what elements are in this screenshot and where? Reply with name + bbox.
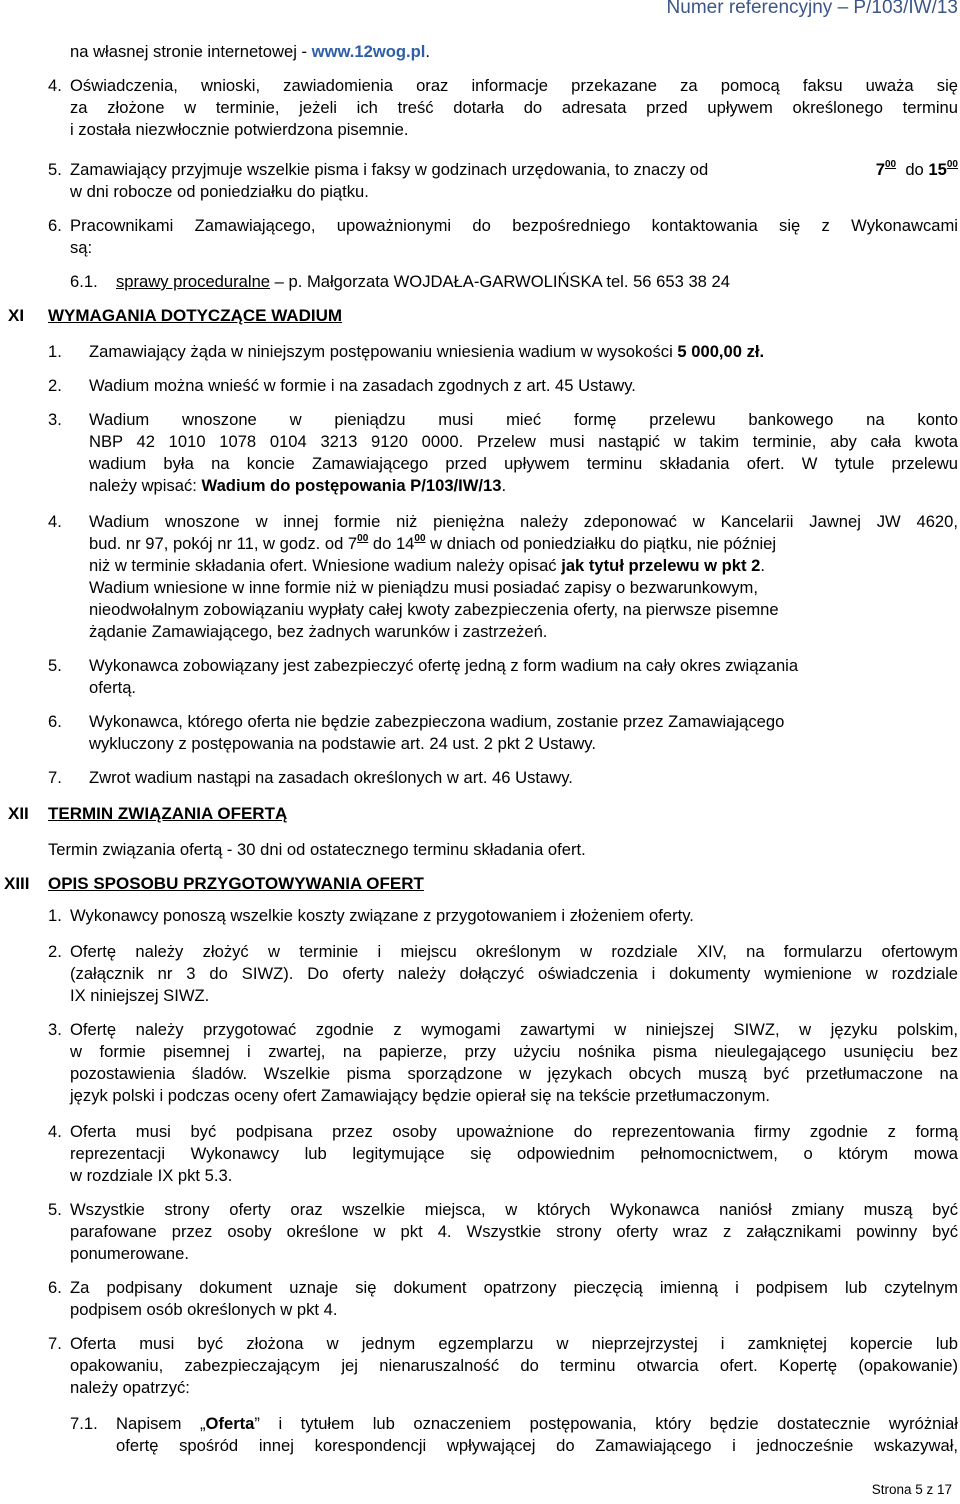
offer-line: Oferta musi być podpisana przez osoby upoważnione do reprezentowania firmy zgodnie z formą — [70, 1122, 958, 1141]
item-number: 6. — [48, 712, 62, 731]
wadium-line: Wadium wniesione w inne formie niż w pieniądzu musi posiadać zapisy o bezwarunkowym, — [89, 578, 758, 597]
offer-line: język polski i podczas oceny ofert Zamawiający będzie opierał się na tekście przetłumaczonym. — [70, 1086, 771, 1105]
wadium-line: Wykonawca, którego oferta nie będzie zabezpieczona wadium, zostanie przez Zamawiającego — [89, 712, 785, 731]
wadium-form-line: Wadium można wnieść w formie i na zasadach zgodnych z art. 45 Ustawy. — [89, 376, 636, 395]
wadium-line: należy wpisać: Wadium do postępowania P/103/IW/13. — [89, 476, 507, 495]
offer-line: (załącznik nr 3 do SIWZ). Do oferty należy dołączyć oświadczenia i dokumenty wymienione w rozdziale — [70, 964, 958, 983]
section-number: XII — [8, 804, 29, 823]
item-number: 2. — [48, 376, 62, 395]
item-number: 5. — [48, 1200, 62, 1219]
wadium-line: żądanie Zamawiającego, bez żadnych warunków i zastrzeżeń. — [89, 622, 548, 641]
offer-line: w rozdziale IX pkt 5.3. — [70, 1166, 233, 1185]
p5-text: Zamawiający przyjmuje wszelkie pisma i faksy w godzinach urzędowania, to znaczy od — [70, 160, 709, 179]
p5-hours: $7^{00}$ do $15^{00}$ — [875, 159, 958, 179]
offer-line: Wszystkie strony oferty oraz wszelkie miejsca, w których Wykonawca naniósł zmiany muszą być — [70, 1200, 958, 1219]
item-number: 6. — [48, 216, 62, 235]
sub-item-number: 7.1. — [70, 1414, 98, 1433]
section-title: TERMIN ZWIĄZANIA OFERTĄ — [48, 804, 288, 823]
p5-line: w dni robocze od poniedziałku do piątku. — [70, 182, 369, 201]
offer-line: IX niniejszej SIWZ. — [70, 986, 210, 1005]
page-number: Strona 5 z 17 — [871, 1482, 952, 1497]
item-number: 1. — [48, 906, 62, 925]
contact-person: – p. Małgorzata WOJDAŁA-GARWOLIŃSKA tel. 56 653 38 24 — [270, 272, 730, 291]
offer-line: ofertę spośród innej korespondencji wpływającej do Zamawiającego i jednocześnie wskazywał, — [116, 1436, 958, 1455]
wadium-amount: 5 000,00 zł. — [677, 342, 765, 361]
item-number: 4. — [48, 76, 62, 95]
wadium-line: wadium była na koncie Zamawiającego przed upływem terminu składania ofert. W tytule przelewu — [89, 454, 958, 473]
wadium-line: NBP 42 1010 1078 0104 3213 9120 0000. Przelew musi nastąpić w takim terminie, aby cała kwota — [89, 432, 958, 451]
item-number: 1. — [48, 342, 62, 361]
section-number: XIII — [4, 874, 30, 893]
item-number: 5. — [48, 656, 62, 675]
item-number: 3. — [48, 1020, 62, 1039]
item-number: 6. — [48, 1278, 62, 1297]
section-title: WYMAGANIA DOTYCZĄCE WADIUM — [48, 306, 343, 325]
wadium-line: Wadium wnoszone w innej formie niż pieniężna należy zdeponować w Kancelarii Jawnej JW 4620, — [89, 512, 958, 531]
item-number: 4. — [48, 1122, 62, 1141]
item-number: 5. — [48, 160, 62, 179]
website-link[interactable]: www.12wog.pl — [311, 42, 426, 61]
proc-label: sprawy proceduralne — [116, 272, 271, 291]
p6-sub-number: 6.1. — [70, 272, 98, 291]
p4-line: za złożone w terminie, jeżeli ich treść dotarła do adresata przed upływem określonego terminu — [70, 98, 958, 117]
intro-text: na własnej stronie internetowej - — [70, 42, 312, 61]
wadium-line: wykluczony z postępowania na podstawie art. 24 ust. 2 pkt 2 Ustawy. — [89, 734, 596, 753]
p6-line: Pracownikami Zamawiającego, upoważnionymi do bezpośredniego kontaktowania się z Wykonawcami — [70, 216, 958, 235]
item-number: 4. — [48, 512, 62, 531]
p6-line: są: — [70, 238, 93, 257]
binding-period-text: Termin związania ofertą - 30 dni od ostatecznego terminu składania ofert. — [48, 840, 586, 859]
wadium-line: niż w terminie składania ofert. Wniesione wadium należy opisać jak tytuł przelewu w pkt 2. — [89, 556, 766, 575]
item-number: 7. — [48, 1334, 62, 1353]
intro-suffix: . — [425, 42, 430, 61]
item-number: 3. — [48, 410, 62, 429]
offer-line: ponumerowane. — [70, 1244, 190, 1263]
p5-line — [70, 160, 958, 180]
transfer-title: Wadium do postępowania P/103/IW/13 — [201, 476, 502, 495]
p6-sub-line — [116, 272, 730, 292]
p4-line: i została niezwłocznie potwierdzona pisemnie. — [70, 120, 409, 139]
offer-line: w formie pisemnej i zwartej, na papierze, przy użyciu nośnika pisma nieulegającego usunięciu bez — [70, 1042, 958, 1061]
wadium-line: Zwrot wadium nastąpi na zasadach określonych w art. 46 Ustawy. — [89, 768, 573, 787]
offer-line: podpisem osób określonych w pkt 4. — [70, 1300, 338, 1319]
offer-line: reprezentacji Wykonawcy lub legitymujące się odpowiednim pełnomocnictwem, o którym mowa — [70, 1144, 958, 1163]
reference-number: Numer referencyjny – P/103/IW/13 — [666, 0, 958, 18]
wadium-line: ofertą. — [89, 678, 137, 697]
wadium-line: Wadium wnoszone w pieniądzu musi mieć formę przelewu bankowego na konto — [89, 410, 958, 429]
offer-line: opakowaniu, zabezpieczającym jej nienaruszalność do terminu otwarcia ofert. Kopertę (opakowanie) — [70, 1356, 958, 1375]
offer-line: Napisem „Oferta” i tytułem lub oznaczeniem postępowania, który będzie dostatecznie wyróżniał — [116, 1414, 958, 1433]
p4-line: Oświadczenia, wnioski, zawiadomienia oraz informacje przekazane za pomocą faksu uważa się — [70, 76, 958, 95]
offer-line: Wykonawcy ponoszą wszelkie koszty związane z przygotowaniem i złożeniem oferty. — [70, 906, 694, 925]
intro-line — [70, 42, 430, 62]
item-number: 2. — [48, 942, 62, 961]
section-number: XI — [8, 306, 25, 325]
offer-line: Za podpisany dokument uznaje się dokument opatrzony pieczęcią imienną i podpisem lub czytelnym — [70, 1278, 958, 1297]
item-number: 7. — [48, 768, 62, 787]
offer-line: Oferta musi być złożona w jednym egzemplarzu w nieprzejrzystej i zamkniętej kopercie lub — [70, 1334, 958, 1353]
offer-line: pozostawienia śladów. Wszelkie pisma sporządzone w językach obcych muszą być przetłumaczone na — [70, 1064, 958, 1083]
wadium-line: bud. nr 97, pokój nr 11, w godz. od $7^{00}$ do $14^{00}$ w dniach od poniedziałku do piątku, nie później — [89, 533, 777, 553]
offer-line: Ofertę należy złożyć w terminie i miejscu określonym w rozdziale XIV, na formularzu ofertowym — [70, 942, 958, 961]
offer-line: Ofertę należy przygotować zgodnie z wymogami zawartymi w niniejszej SIWZ, w języku polskim, — [70, 1020, 958, 1039]
section-title: OPIS SPOSOBU PRZYGOTOWYWANIA OFERT — [48, 874, 424, 893]
wadium-line: Wykonawca zobowiązany jest zabezpieczyć ofertę jedną z form wadium na cały okres związania — [89, 656, 799, 675]
wadium-line: nieodwołalnym zobowiązaniu wypłaty całej kwoty zabezpieczenia oferty, na pierwsze pisemne — [89, 600, 779, 619]
offer-line: należy opatrzyć: — [70, 1378, 190, 1397]
wadium-amount-line: Zamawiający żąda w niniejszym postępowaniu wniesienia wadium w wysokości 5 000,00 zł. — [89, 342, 765, 361]
offer-line: parafowane przez osoby określone w pkt 4. Wszystkie strony oferty wraz z załącznikami powinny być — [70, 1222, 958, 1241]
